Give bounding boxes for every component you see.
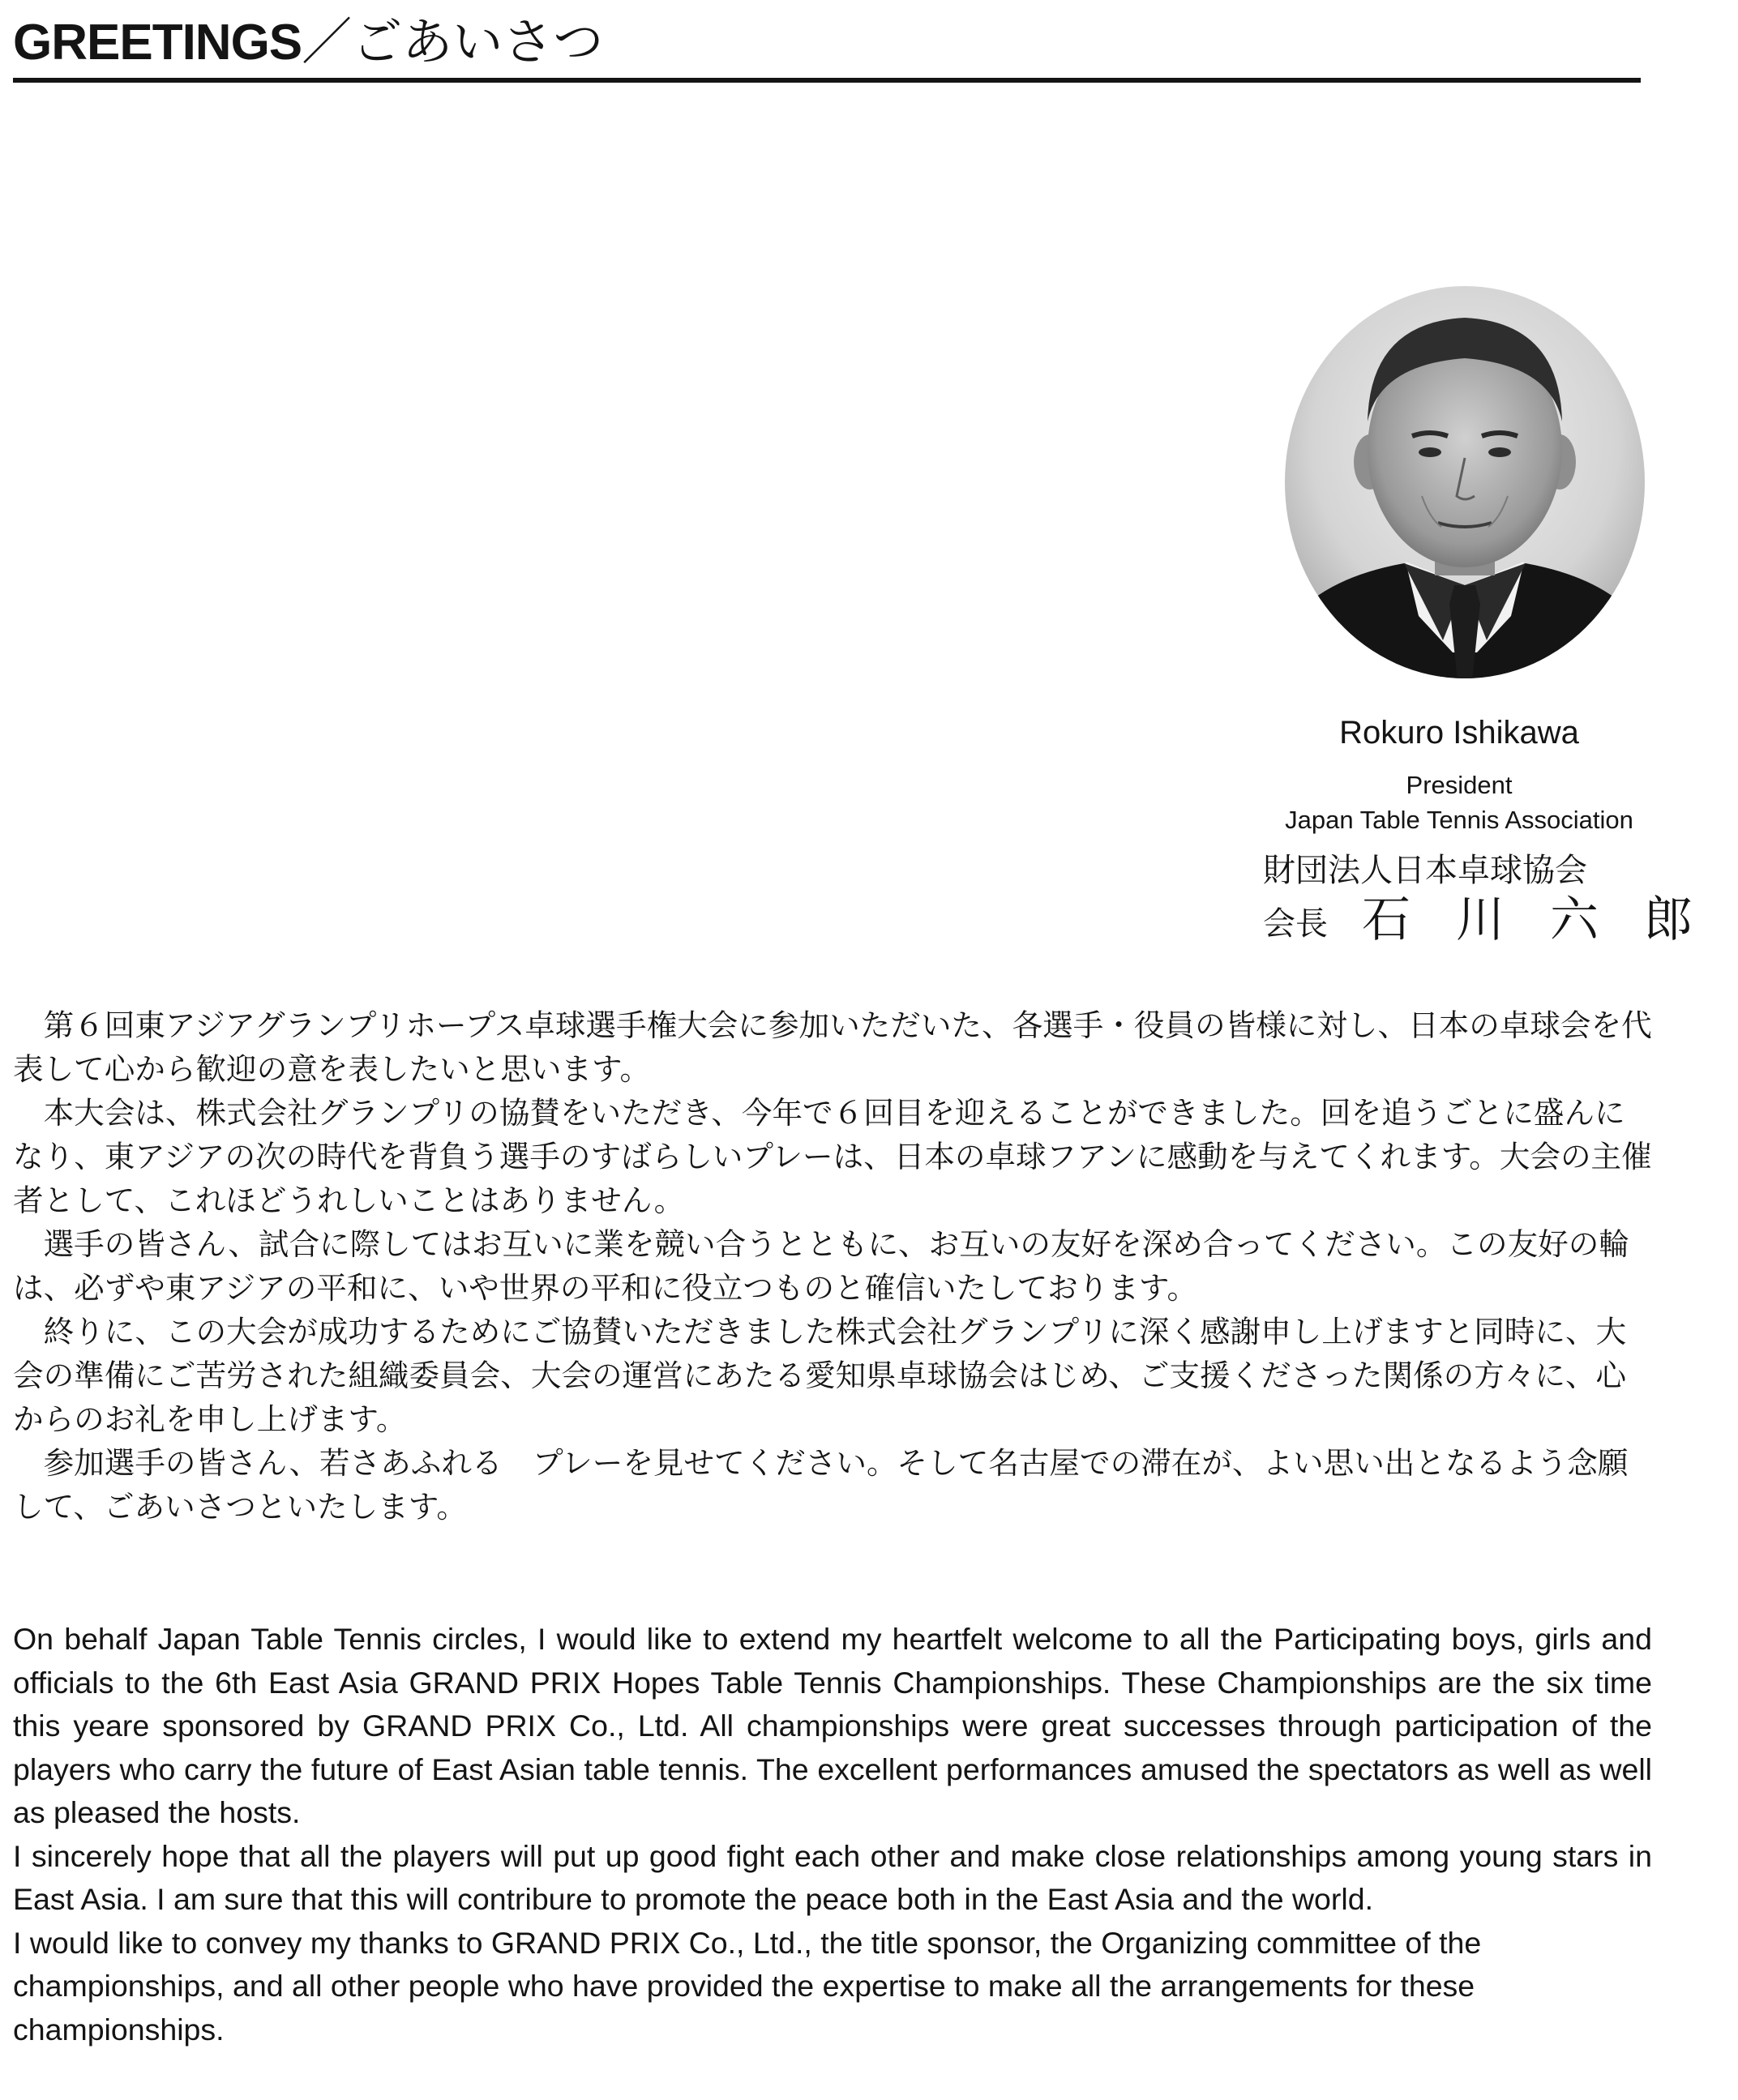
signer-japanese-line <box>1263 892 1738 948</box>
portrait-photo-icon <box>1282 284 1647 681</box>
title-english: GREETINGS <box>13 15 302 71</box>
page-header <box>13 6 1642 81</box>
japanese-paragraph: 本大会は、株式会社グランプリの協賛をいただき、今年で６回目を迎えることができました。回を追うごとに盛んになり、東アジアの次の時代を背負う選手のすばらしいプレーは、日本の卓球フアンに感動を与えてくれます。大会の主催者として、これほどうれしいことはありません。 <box>13 1095 1652 1218</box>
title-separator: ／ <box>302 12 353 71</box>
signer-name-english: Rokuro Ishikawa <box>1339 715 1579 751</box>
japanese-paragraph: 参加選手の皆さん、若さあふれる プレーを見せてください。そして名古屋での滞在が、よい思い出となるよう念願して、ごあいさつといたします。 <box>13 1445 1629 1525</box>
japanese-paragraph: 終りに、この大会が成功するためにご協賛いただきました株式会社グランプリに深く感謝申し上げますと同時に、大会の準備にご苦労された組織委員会、大会の運営にあたる愛知県卓球協会はじめ、ご支援くださった関係の方々に、心からのお礼を申し上げます。 <box>13 1314 1627 1437</box>
english-paragraph: I would like to convey my thanks to GRAND PRIX Co., Ltd., the title sponsor, the Organizing committee of the championships, and all other people who have provided the expertise to make all the arrangements for these championships. <box>13 1925 1482 2047</box>
japanese-message <box>13 1003 1654 1529</box>
signer-name-japanese: 石川六郎 <box>1362 892 1738 948</box>
signer-role-japanese: 会長 <box>1263 905 1328 943</box>
signer-title-english: President <box>1406 771 1513 799</box>
title-japanese: ごあいさつ <box>352 12 604 71</box>
signer-organization-english: Japan Table Tennis Association <box>1285 806 1633 834</box>
english-message <box>13 1618 1652 2051</box>
english-paragraph: On behalf Japan Table Tennis circles, I would like to extend my heartfelt welcome to all the Participating boys, girls and officials to the 6th East Asia GRAND PRIX Hopes Table Tennis Championships. These Championships are the six time this yeare sponsored by GRAND PRIX Co., Ltd. All championships were great successes through participation of the players who carry the future of East Asian table tennis. The excellent performances amused the spectators as well as well as pleased the hosts. <box>13 1622 1652 1829</box>
signer-organization-japanese: 財団法人日本卓球協会 <box>1263 852 1587 889</box>
english-paragraph: I sincerely hope that all the players will put up good fight each other and make close relationships among young stars in East Asia. I am sure that this will contribure to promote the peace both in the East Asia and the world. <box>13 1838 1652 1916</box>
header-rule <box>13 78 1641 83</box>
japanese-paragraph: 選手の皆さん、試合に際してはお互いに業を競い合うとともに、お互いの友好を深め合ってください。この友好の輪は、必ずや東アジアの平和に、いや世界の平和に役立つものと確信いたしております。 <box>13 1226 1629 1306</box>
japanese-paragraph: 第６回東アジアグランプリホープス卓球選手権大会に参加いただいた、各選手・役員の皆様に対し、日本の卓球会を代表して心から歓迎の意を表したいと思います。 <box>13 1007 1652 1087</box>
page-title <box>13 11 603 74</box>
